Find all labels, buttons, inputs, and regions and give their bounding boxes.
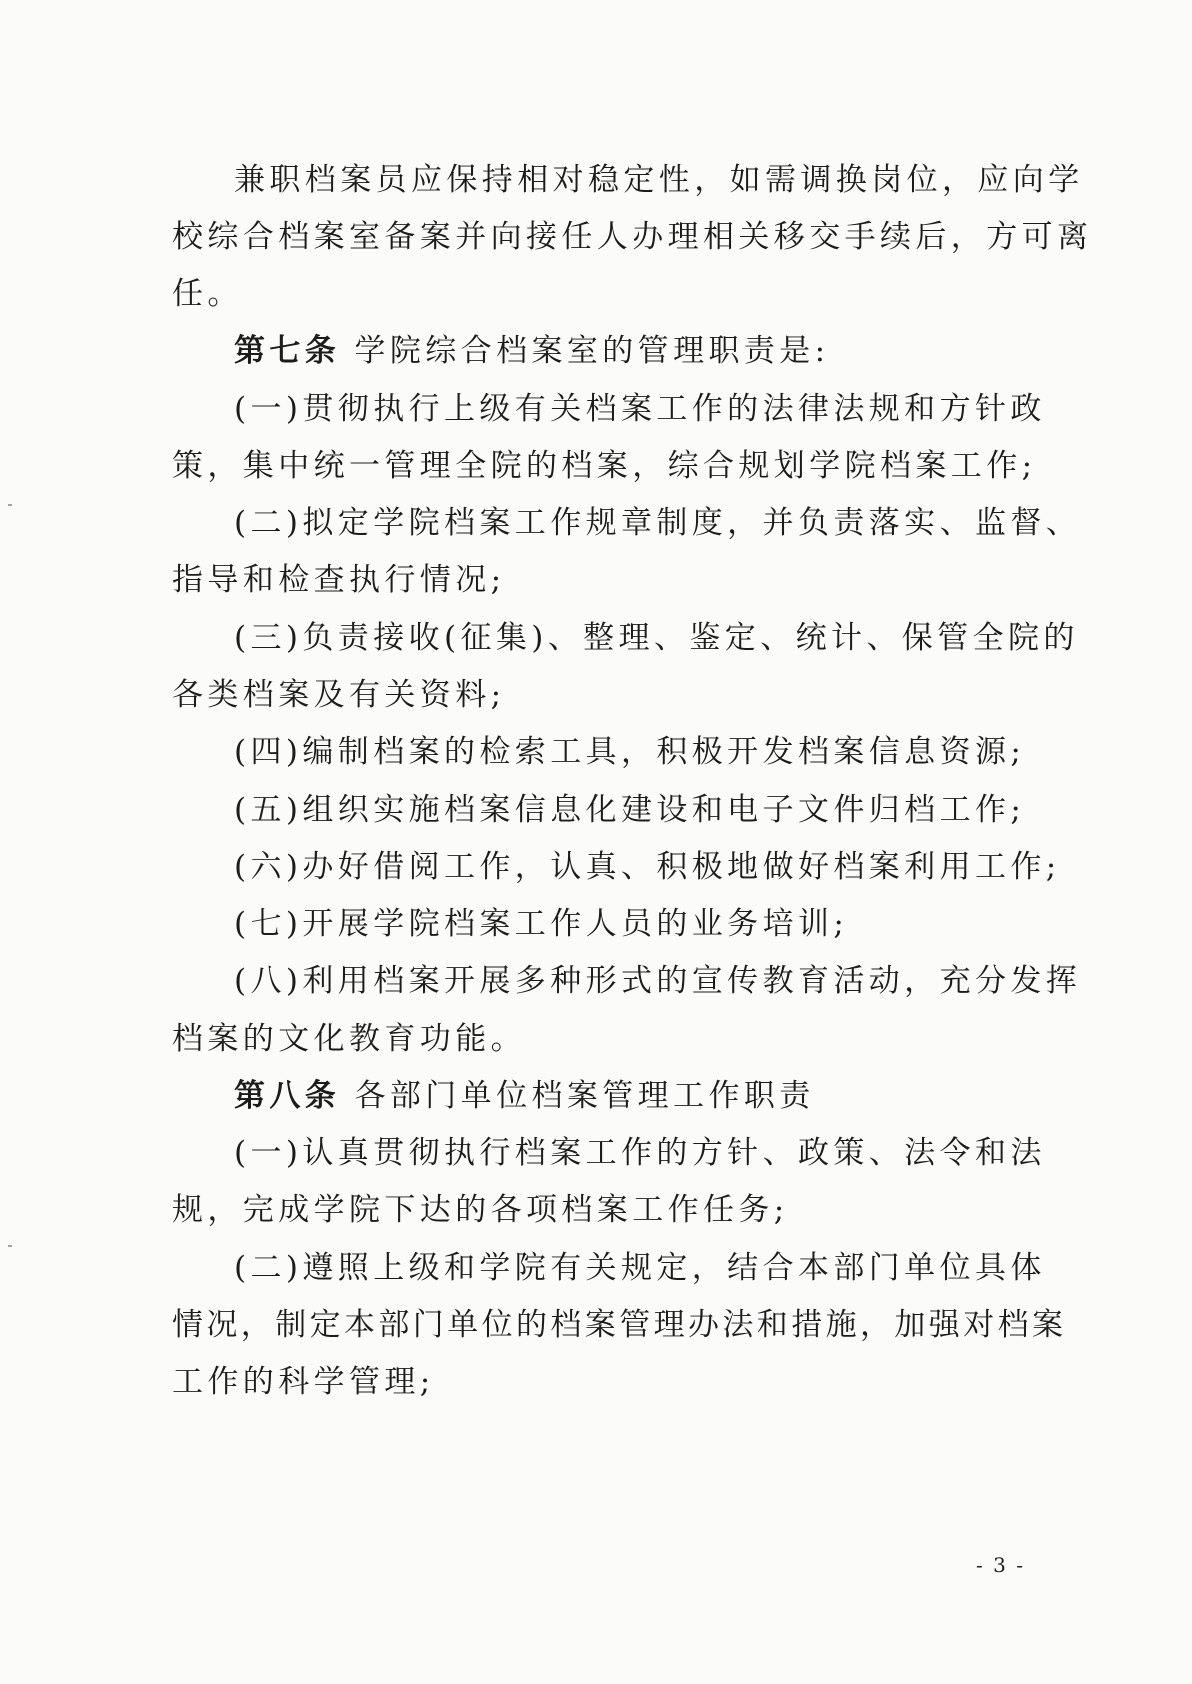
text-line: (一)贯彻执行上级有关档案工作的法律法规和方针政 — [234, 391, 1046, 427]
text-line: (四)编制档案的检索工具，积极开发档案信息资源; — [234, 734, 1026, 770]
text-line: 各类档案及有关资料; — [172, 677, 506, 713]
text-line: (一)认真贯彻执行档案工作的方针、政策、法令和法 — [234, 1135, 1046, 1171]
text-line: (三)负责接收(征集)、整理、鉴定、统计、保管全院的 — [234, 620, 1079, 656]
article-label: 第七条 — [234, 333, 341, 369]
scan-mark — [8, 504, 12, 506]
article-seven-line — [234, 331, 1012, 371]
text-line: 任。 — [172, 276, 243, 312]
scan-mark — [8, 1245, 12, 1247]
text-line: 档案的文化教育功能。 — [172, 1021, 526, 1057]
text-line: 策，集中统一管理全院的档案，综合规划学院档案工作; — [172, 448, 1037, 484]
article-eight-line — [234, 1076, 1012, 1116]
text-line: (八)利用档案开展多种形式的宣传教育活动，充分发挥 — [234, 963, 1082, 999]
page-number: - 3 - — [976, 1553, 1025, 1577]
text-line: 工作的科学管理; — [172, 1364, 435, 1400]
text-line: (七)开展学院档案工作人员的业务培训; — [234, 906, 849, 942]
text-line: (二)遵照上级和学院有关规定，结合本部门单位具体 — [234, 1250, 1046, 1286]
text-line: 校综合档案室备案并向接任人办理相关移交手续后，方可离 — [172, 219, 1093, 255]
article-heading: 各部门单位档案管理工作职责 — [354, 1078, 815, 1114]
article-heading: 学院综合档案室的管理职责是: — [354, 333, 830, 369]
article-label: 第八条 — [234, 1078, 341, 1114]
text-line: 兼职档案员应保持相对稳定性，如需调换岗位，应向学 — [234, 162, 1084, 198]
text-line: (五)组织实施档案信息化建设和电子文件归档工作; — [234, 792, 1026, 828]
text-line: (六)办好借阅工作，认真、积极地做好档案利用工作; — [234, 849, 1061, 885]
text-line: 规，完成学院下达的各项档案工作任务; — [172, 1192, 789, 1228]
text-line: (二)拟定学院档案工作规章制度，并负责落实、监督、 — [234, 505, 1082, 541]
text-line: 指导和检查执行情况; — [172, 562, 506, 598]
text-line: 情况，制定本部门单位的档案管理办法和措施，加强对档案 — [172, 1307, 1067, 1343]
